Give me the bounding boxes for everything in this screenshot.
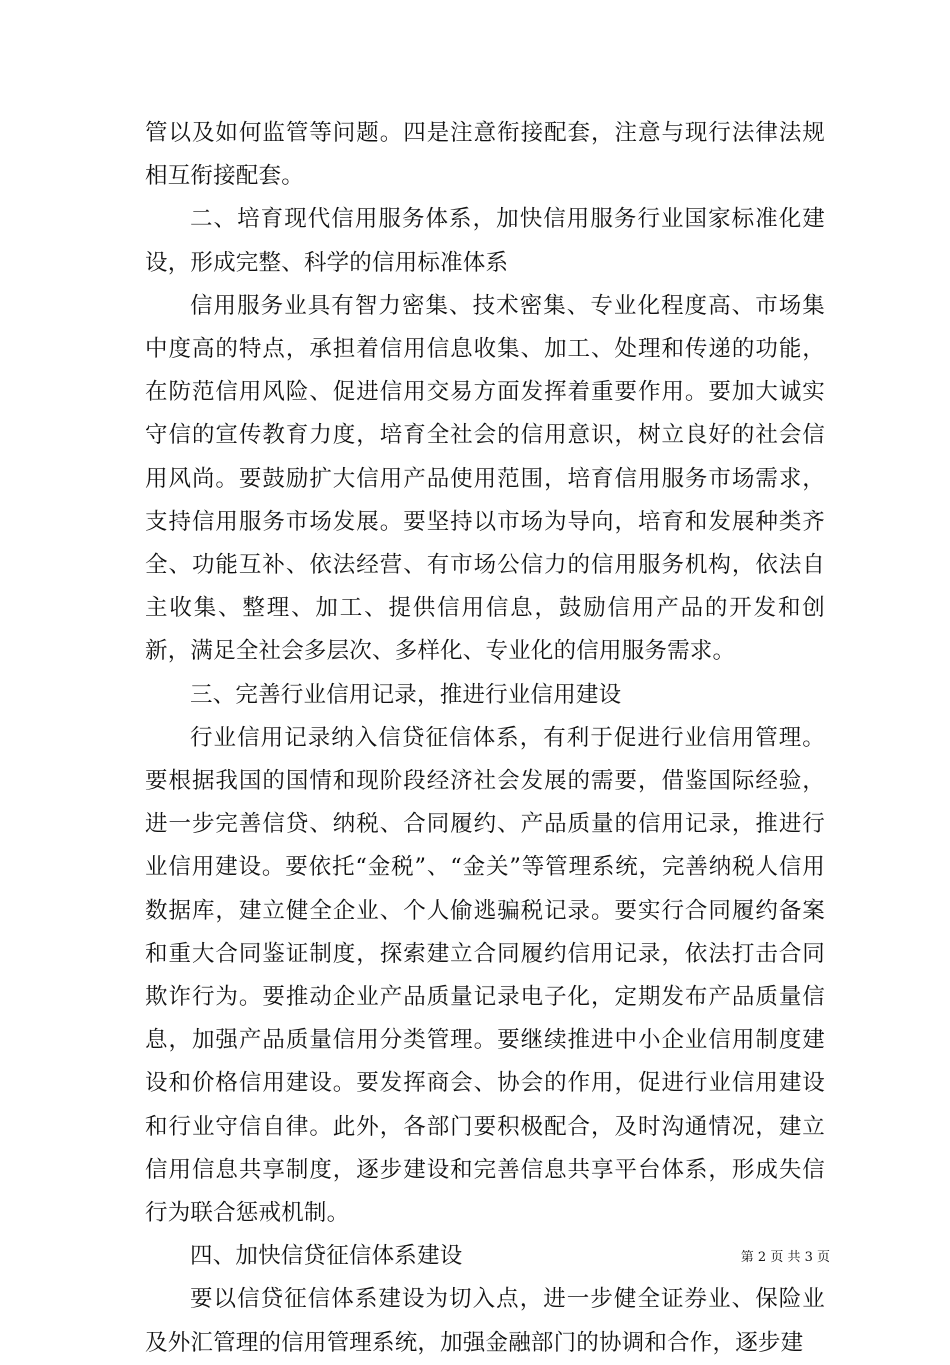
paragraph-industry-credit: 行业信用记录纳入信贷征信体系，有利于促进行业信用管理。要根据我国的国情和现阶段经济社会发展的需要，借鉴国际经验，进一步完善信贷、纳税、合同履约、产品质量的信用记录，推进行业信用建设。要依托“金税”、“金关”等管理系统，完善纳税人信用数据库，建立健全企业、个人偷逃骗税记录。要实行合同履约备案和重大合同鉴证制度，探索建立合同履约信用记录，依法打击合同欺诈行为。要推动企业产品质量记录电子化，定期发布产品质量信息，加强产品质量信用分类管理。要继续推进中小企业信用制度建设和价格信用建设。要发挥商会、协会的作用，促进行业信用建设和行业守信自律。此外，各部门要积极配合，及时沟通情况，建立信用信息共享制度，逐步建设和完善信息共享平台体系，形成失信行为联合惩戒机制。 bbox=[145, 724, 825, 1227]
section-heading-3: 三、完善行业信用记录，推进行业信用建设 bbox=[190, 681, 622, 708]
paragraph-continuation: 管以及如何监管等问题。四是注意衔接配套，注意与现行法律法规相互衔接配套。 bbox=[145, 120, 825, 190]
section-heading-2: 二、培育现代信用服务体系，加快信用服务行业国家标准化建设，形成完整、科学的信用标准体系 bbox=[145, 206, 825, 276]
document-body bbox=[145, 112, 825, 1365]
page-number-footer: 第 2 页 共 3 页 bbox=[740, 1250, 830, 1265]
paragraph-credit-reporting: 要以信贷征信体系建设为切入点，进一步健全证券业、保险业及外汇管理的信用管理系统，加强金融部门的协调和合作，逐步建 bbox=[145, 1286, 825, 1356]
paragraph-credit-services: 信用服务业具有智力密集、技术密集、专业化程度高、市场集中度高的特点，承担着信用信息收集、加工、处理和传递的功能，在防范信用风险、促进信用交易方面发挥着重要作用。要加大诚实守信的宣传教育力度，培育全社会的信用意识，树立良好的社会信用风尚。要鼓励扩大信用产品使用范围，培育信用服务市场需求，支持信用服务市场发展。要坚持以市场为导向，培育和发展种类齐全、功能互补、依法经营、有市场公信力的信用服务机构，依法自主收集、整理、加工、提供信用信息，鼓励信用产品的开发和创新，满足全社会多层次、多样化、专业化的信用服务需求。 bbox=[145, 292, 825, 665]
section-heading-4: 四、加快信贷征信体系建设 bbox=[190, 1243, 463, 1270]
